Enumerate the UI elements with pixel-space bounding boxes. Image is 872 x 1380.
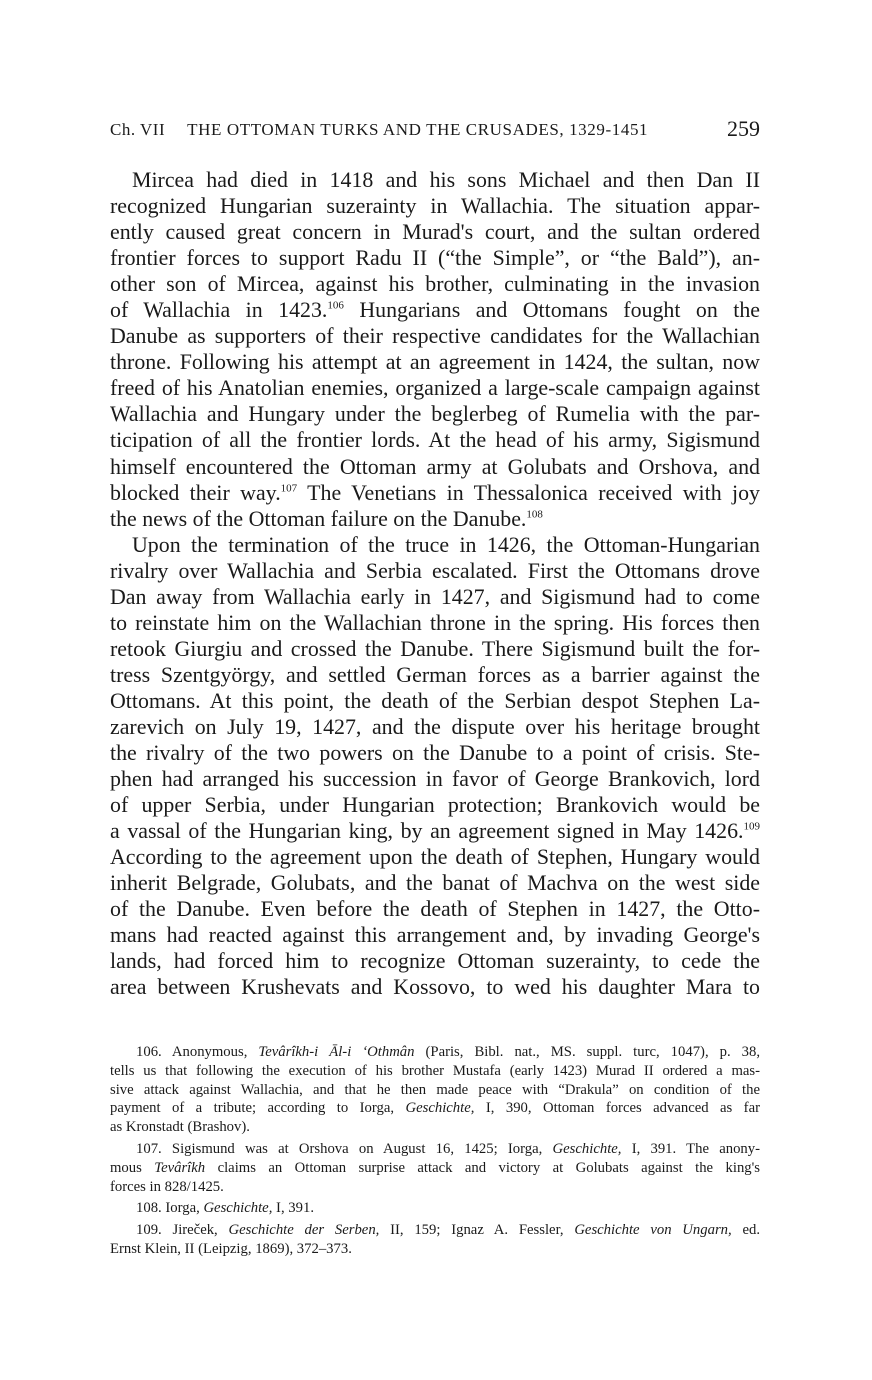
footnote-line: 106. Anonymous, Tevârîkh-i Āl-i ‘Othmân (Paris, Bibl. nat., MS. suppl. turc, 1047), p. 38, (136, 1044, 761, 1060)
chapter-label: Ch. VII (110, 120, 166, 139)
footnote-ref: 109 (743, 820, 760, 833)
page-number: 259 (727, 116, 760, 141)
body-line: zarevich on July 19, 1427, and the dispute over his heritage brought (110, 713, 760, 739)
running-head (110, 120, 648, 140)
body-line: himself encountered the Ottoman army at Golubats and Orshova, and (110, 453, 760, 479)
body-line: ently caused great concern in Murad's court, and the sultan ordered (110, 219, 760, 245)
body-line: lands, had forced him to recognize Ottoman suzerainty, to cede the (110, 948, 760, 974)
body-line: throne. Following his attempt at an agreement in 1424, the sultan, now (110, 349, 760, 375)
footnote-line: 108. Iorga, Geschichte, I, 391. (136, 1200, 314, 1217)
body-line: inherit Belgrade, Golubats, and the banat of Machva on the west side (110, 870, 760, 896)
body-line: freed of his Anatolian enemies, organized a large-scale campaign against (110, 375, 760, 401)
body-line: other son of Mircea, against his brother, culminating in the invasion (110, 271, 760, 297)
body-line: of upper Serbia, under Hungarian protection; Brankovich would be (110, 792, 760, 818)
footnote-line: 109. Jireček, Geschichte der Serben, II, 159; Ignaz A. Fessler, Geschichte von Ungarn, ed. (136, 1222, 760, 1239)
body-line: of Wallachia in 1423.$^{106}$ Hungarians and Ottomans fought on the (110, 297, 760, 323)
body-line: ticipation of all the frontier lords. At the head of his army, Sigismund (110, 427, 760, 453)
body-line: a vassal of the Hungarian king, by an agreement signed in May 1426.$^{109}$ (110, 818, 760, 844)
body-line: area between Krushevats and Kossovo, to wed his daughter Mara to (110, 974, 760, 1000)
footnote-line: as Kronstadt (Brashov). (110, 1119, 250, 1136)
body-line: the news of the Ottoman failure on the Danube.$^{108}$ (110, 505, 543, 531)
body-line: Dan away from Wallachia early in 1427, and Sigismund had to come (110, 583, 760, 609)
body-line: mans had reacted against this arrangement and, by invading George's (110, 922, 760, 948)
footnote-line: 107. Sigismund was at Orshova on August 16, 1425; Iorga, Geschichte, I, 391. The anony- (136, 1140, 760, 1157)
footnote (110, 1140, 760, 1196)
footnote (110, 1221, 760, 1259)
body-line: to reinstate him on the Wallachian throne in the spring. His forces then (110, 609, 760, 635)
footnote-line: payment of a tribute; according to Iorga, Geschichte, I, 390, Ottoman forces advanced as far (110, 1100, 760, 1117)
body-line: Mircea had died in 1418 and his sons Michael and then Dan II (132, 167, 760, 192)
body-line: blocked their way.$^{107}$ The Venetians in Thessalonica received with joy (110, 479, 760, 505)
body-line: frontier forces to support Radu II (“the Simple”, or “the Bald”), an- (110, 245, 760, 271)
body-line: According to the agreement upon the death of Stephen, Hungary would (110, 844, 760, 870)
body-line: Ottomans. At this point, the death of the Serbian despot Stephen La- (110, 687, 760, 713)
footnote-ref: 106 (327, 299, 344, 312)
footnotes (110, 1043, 760, 1259)
footnote (110, 1043, 760, 1137)
body-text (110, 167, 760, 1001)
body-line: Wallachia and Hungary under the beglerbeg of Rumelia with the par- (110, 401, 760, 427)
footnote-line: tells us that following the execution of his brother Mustafa (early 1423) Murad II ordered a mas- (110, 1062, 760, 1079)
body-line: the rivalry of the two powers on the Danube to a point of crisis. Ste- (110, 740, 760, 766)
footnote (110, 1199, 760, 1218)
footnote-ref: 107 (280, 482, 298, 495)
body-line: of the Danube. Even before the death of Stephen in 1427, the Otto- (110, 896, 760, 922)
body-line: recognized Hungarian suzerainty in Wallachia. The situation appar- (110, 193, 760, 219)
body-line: rivalry over Wallachia and Serbia escalated. First the Ottomans drove (110, 557, 760, 583)
body-line: Danube as supporters of their respective candidates for the Wallachian (110, 323, 760, 349)
body-line: retook Giurgiu and crossed the Danube. There Sigismund built the for- (110, 635, 760, 661)
footnote-line: forces in 828/1425. (110, 1178, 224, 1195)
body-line: phen had arranged his succession in favor of George Brankovich, lord (110, 766, 760, 792)
footnote-ref: 108 (526, 508, 543, 521)
body-line: tress Szentgyörgy, and settled German forces as a barrier against the (110, 661, 760, 687)
running-header (110, 116, 760, 146)
footnote-line: sive attack against Wallachia, and that he then made peace with “Drakula” on condition of the (110, 1081, 760, 1098)
body-line: Upon the termination of the truce in 1426, the Ottoman-Hungarian (132, 531, 760, 557)
chapter-title: THE OTTOMAN TURKS AND THE CRUSADES, 1329-1451 (187, 120, 649, 139)
footnote-line: Ernst Klein, II (Leipzig, 1869), 372–373. (110, 1240, 352, 1257)
footnote-line: mous Tevârîkh claims an Ottoman surprise attack and victory at Golubats against the king's (110, 1159, 760, 1176)
